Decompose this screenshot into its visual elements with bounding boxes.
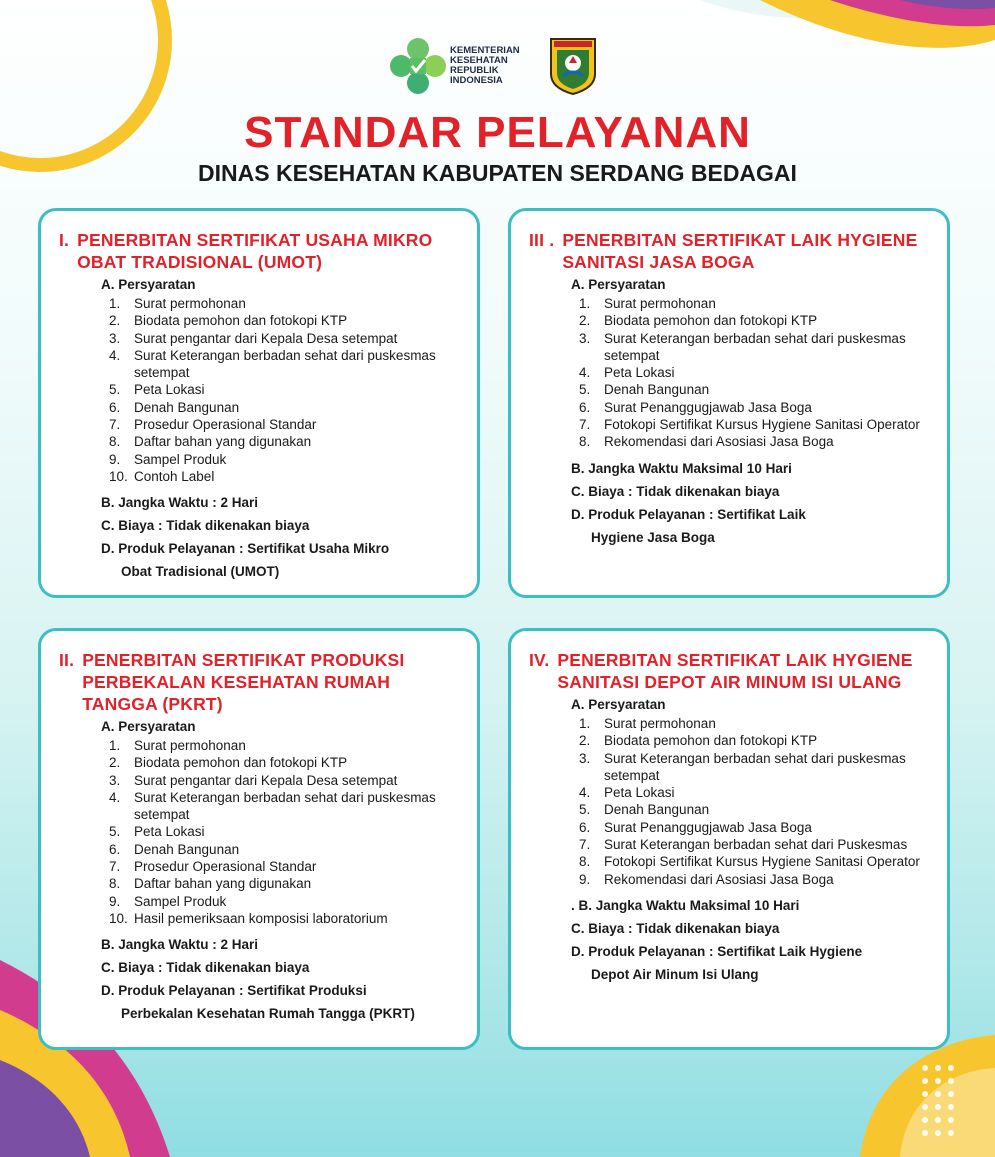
item-text: Denah Bangunan (134, 399, 240, 415)
requirements-label: A. Persyaratan (571, 277, 666, 292)
item-number: 7. (579, 837, 591, 853)
list-item (109, 737, 459, 754)
item-text: Fotokopi Sertifikat Kursus Hygiene Sanitasi Operator (604, 417, 920, 433)
card-title (59, 649, 459, 715)
item-number: 6. (109, 399, 121, 415)
time-info: B. Jangka Waktu : 2 Hari (101, 495, 259, 511)
cost-info: C. Biaya : Tidak dikenakan biaya (101, 960, 310, 976)
product-info: D. Produk Pelayanan : Sertifikat Produksi (101, 983, 367, 999)
list-item (579, 715, 929, 732)
item-text: Fotokopi Sertifikat Kursus Hygiene Sanitasi Operator (604, 854, 920, 870)
item-number: 2. (579, 733, 591, 749)
item-text: Surat permohonan (134, 738, 246, 753)
item-number: 8. (579, 434, 591, 450)
list-item (109, 910, 459, 927)
time-info: . B. Jangka Waktu Maksimal 10 Hari (571, 897, 800, 913)
product-info-cont: Hygiene Jasa Boga (591, 529, 715, 545)
product-info-cont: Perbekalan Kesehatan Rumah Tangga (PKRT) (121, 1006, 415, 1022)
card-title (529, 649, 929, 693)
item-text: Surat Keterangan berbadan sehat dari puskesmas setempat (134, 347, 436, 381)
logo-row (388, 34, 598, 98)
list-item (579, 801, 929, 818)
list-item (579, 330, 929, 365)
item-text: Surat Keterangan berbadan sehat dari Puskesmas (604, 837, 908, 853)
list-item (579, 819, 929, 836)
item-number: 8. (109, 434, 121, 450)
list-item (579, 836, 929, 853)
requirements-list (109, 737, 459, 927)
requirements-label: A. Persyaratan (101, 277, 196, 292)
item-text: Peta Lokasi (134, 382, 205, 398)
list-item (109, 893, 459, 910)
item-text: Rekomendasi dari Asosiasi Jasa Boga (604, 434, 834, 450)
card-title-text: PENERBITAN SERTIFIKAT PRODUKSI PERBEKALAN KESEHATAN RUMAH TANGGA (PKRT) (82, 650, 405, 714)
item-text: Surat permohonan (134, 296, 246, 311)
list-item (109, 841, 459, 858)
service-card-umot (38, 208, 480, 598)
service-card-jasa-boga (508, 208, 950, 598)
product-info: D. Produk Pelayanan : Sertifikat Usaha Mikro (101, 541, 390, 557)
item-number: 4. (109, 347, 121, 363)
item-number: 9. (579, 871, 591, 887)
item-text: Denah Bangunan (604, 802, 710, 818)
item-text: Sampel Produk (134, 893, 227, 909)
item-text: Biodata pemohon dan fotokopi KTP (604, 733, 818, 749)
kemenkes-logo-icon (388, 36, 448, 96)
item-number: 10. (109, 468, 128, 484)
service-card-depot-air-minum (508, 628, 950, 1050)
card-number: IV. (529, 650, 550, 670)
requirements-list (579, 295, 929, 451)
item-number: 1. (579, 296, 591, 311)
item-text: Hasil pemeriksaan komposisi laboratorium (134, 910, 388, 926)
item-text: Prosedur Operasional Standar (134, 859, 317, 875)
item-number: 5. (579, 382, 591, 398)
list-item (579, 732, 929, 749)
item-text: Sampel Produk (134, 451, 227, 467)
item-text: Daftar bahan yang digunakan (134, 434, 312, 450)
item-number: 9. (109, 893, 121, 909)
list-item (109, 330, 459, 347)
product-info-cont: Depot Air Minum Isi Ulang (591, 966, 759, 982)
kemenkes-line: INDONESIA (450, 75, 503, 86)
card-number: III . (529, 230, 555, 250)
product-info: D. Produk Pelayanan : Sertifikat Laik Hygiene (571, 943, 863, 959)
list-item (109, 789, 459, 824)
service-card-pkrt (38, 628, 480, 1050)
item-number: 3. (109, 330, 121, 346)
item-number: 4. (579, 365, 591, 381)
item-text: Rekomendasi dari Asosiasi Jasa Boga (604, 871, 834, 887)
list-item (109, 858, 459, 875)
kemenkes-line: KEMENTERIAN (450, 45, 520, 56)
cost-info: C. Biaya : Tidak dikenakan biaya (101, 518, 310, 534)
list-item (109, 399, 459, 416)
card-title-text: PENERBITAN SERTIFIKAT USAHA MIKRO OBAT TRADISIONAL (UMOT) (77, 230, 433, 272)
item-number: 8. (579, 854, 591, 870)
item-number: 7. (109, 859, 121, 875)
item-number: 8. (109, 876, 121, 892)
item-text: Peta Lokasi (604, 785, 675, 801)
item-text: Peta Lokasi (134, 824, 205, 840)
item-number: 2. (579, 313, 591, 329)
item-text: Surat Keterangan berbadan sehat dari puskesmas setempat (134, 789, 436, 823)
item-text: Surat pengantar dari Kepala Desa setempat (134, 330, 398, 346)
card-title (529, 229, 929, 273)
item-text: Biodata pemohon dan fotokopi KTP (134, 755, 348, 771)
cost-info: C. Biaya : Tidak dikenakan biaya (571, 920, 780, 936)
item-number: 6. (579, 819, 591, 835)
list-item (109, 772, 459, 789)
card-title (59, 229, 459, 273)
page-title: STANDAR PELAYANAN (244, 108, 751, 157)
list-item (109, 823, 459, 840)
item-number: 3. (109, 772, 121, 788)
list-item (579, 750, 929, 785)
product-info-cont: Obat Tradisional (UMOT) (121, 564, 280, 580)
item-text: Peta Lokasi (604, 365, 675, 381)
list-item (109, 875, 459, 892)
card-number: II. (59, 650, 75, 670)
item-text: Surat Penanggugjawab Jasa Boga (604, 819, 812, 835)
item-text: Biodata pemohon dan fotokopi KTP (604, 313, 818, 329)
item-text: Contoh Label (134, 468, 215, 484)
list-item (109, 416, 459, 433)
requirements-list (109, 295, 459, 485)
list-item (579, 399, 929, 416)
item-number: 4. (109, 789, 121, 805)
cost-info: C. Biaya : Tidak dikenakan biaya (571, 483, 780, 499)
item-text: Denah Bangunan (134, 841, 240, 857)
list-item (109, 468, 459, 485)
list-item (579, 433, 929, 450)
item-text: Surat Keterangan berbadan sehat dari puskesmas setempat (604, 330, 906, 363)
list-item (579, 871, 929, 888)
list-item (109, 381, 459, 398)
item-number: 6. (109, 841, 121, 857)
list-item (579, 364, 929, 381)
list-item (579, 381, 929, 398)
requirements-label: A. Persyaratan (101, 719, 196, 734)
time-info: B. Jangka Waktu Maksimal 10 Hari (571, 460, 792, 476)
card-number: I. (59, 230, 70, 250)
kemenkes-wordmark (450, 46, 530, 86)
list-item (579, 295, 929, 312)
list-item (579, 784, 929, 801)
list-item (109, 295, 459, 312)
item-number: 5. (109, 382, 121, 398)
item-number: 1. (109, 296, 121, 311)
list-item (579, 312, 929, 329)
item-number: 3. (579, 330, 591, 346)
item-number: 5. (579, 802, 591, 818)
item-number: 4. (579, 785, 591, 801)
list-item (109, 347, 459, 382)
item-number: 9. (109, 451, 121, 467)
card-title-text: PENERBITAN SERTIFIKAT LAIK HYGIENE SANITASI JASA BOGA (562, 230, 918, 272)
serdang-bedagai-emblem-icon (548, 36, 598, 96)
item-text: Denah Bangunan (604, 382, 710, 398)
item-number: 3. (579, 750, 591, 766)
time-info: B. Jangka Waktu : 2 Hari (101, 937, 259, 953)
product-info: D. Produk Pelayanan : Sertifikat Laik (571, 506, 806, 522)
item-number: 6. (579, 399, 591, 415)
kemenkes-line: KESEHATAN (450, 55, 508, 66)
list-item (109, 312, 459, 329)
item-text: Biodata pemohon dan fotokopi KTP (134, 313, 348, 329)
list-item (579, 416, 929, 433)
requirements-list (579, 715, 929, 888)
item-number: 7. (109, 417, 121, 433)
list-item (579, 853, 929, 870)
item-text: Surat pengantar dari Kepala Desa setempat (134, 772, 398, 788)
item-number: 1. (579, 716, 591, 731)
item-number: 2. (109, 313, 121, 329)
card-title-text: PENERBITAN SERTIFIKAT LAIK HYGIENE SANITASI DEPOT AIR MINUM ISI ULANG (557, 650, 913, 692)
item-text: Daftar bahan yang digunakan (134, 876, 312, 892)
item-number: 2. (109, 755, 121, 771)
item-number: 5. (109, 824, 121, 840)
item-number: 10. (109, 910, 128, 926)
requirements-label: A. Persyaratan (571, 697, 666, 712)
item-text: Surat permohonan (604, 296, 716, 311)
item-text: Surat permohonan (604, 716, 716, 731)
page-subtitle: DINAS KESEHATAN KABUPATEN SERDANG BEDAGAI (198, 160, 797, 186)
item-text: Surat Penanggugjawab Jasa Boga (604, 399, 812, 415)
item-text: Surat Keterangan berbadan sehat dari puskesmas setempat (604, 750, 906, 783)
list-item (109, 754, 459, 771)
item-number: 1. (109, 738, 121, 753)
item-number: 7. (579, 417, 591, 433)
kemenkes-line: REPUBLIK (450, 65, 499, 76)
list-item (109, 433, 459, 450)
list-item (109, 451, 459, 468)
item-text: Prosedur Operasional Standar (134, 417, 317, 433)
